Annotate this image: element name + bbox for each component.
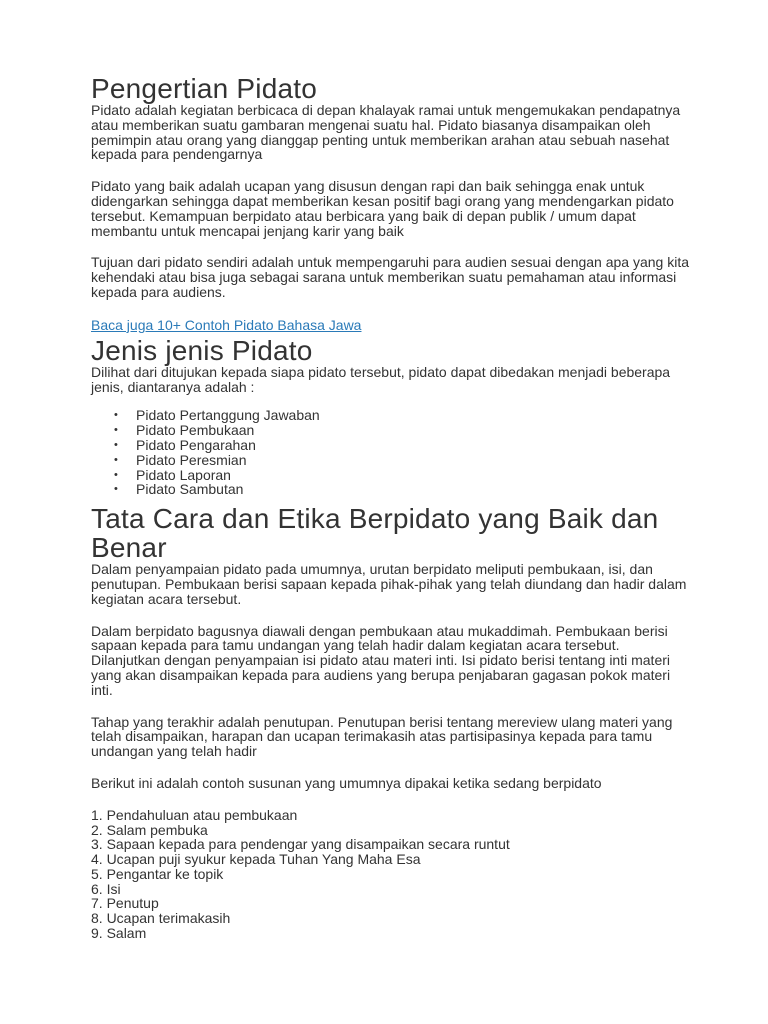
document-content (91, 74, 691, 941)
list-item (91, 423, 691, 438)
list-item-text: Pidato Pengarahan (136, 436, 256, 453)
bullet-icon: • (114, 468, 118, 481)
bullet-icon: • (114, 483, 118, 496)
paragraph: Dalam berpidato bagusnya diawali dengan pembukaan atau mukaddimah. Pembukaan berisi sapaan kepada para tamu undangan yang telah hadir dalam kegiatan acara tersebut. Dilanjutkan dengan penyampaian isi pidato atau materi inti. Isi pidato berisi tentang inti materi yang akan disampaikan kepada para audiens yang berupa penjabaran gagasan pokok materi inti. (91, 622, 671, 698)
paragraph: Pidato yang baik adalah ucapan yang disusun dengan rapi dan baik sehingga enak untuk didengarkan sehingga dapat memberikan kesan positif bagi orang yang mendengarkan pidato tersebut. Kemampuan berpidato atau berbicara yang baik di depan publik / umum dapat membantu untuk mencapai jenjang karir yang baik (91, 178, 674, 239)
paragraph: Berikut ini adalah contoh susunan yang umumnya dipakai ketika sedang berpidato (91, 774, 602, 791)
list-item: 5. Pengantar ke topik (91, 865, 224, 882)
list-item: 6. Isi (91, 880, 121, 897)
speech-structure-list (91, 808, 691, 941)
list-item-text: Pidato Peresmian (136, 451, 247, 468)
heading-tata-cara: Tata Cara dan Etika Berpidato yang Baik dan Benar (91, 503, 659, 564)
bullet-icon: • (114, 409, 118, 422)
list-item: 4. Ucapan puji syukur kepada Tuhan Yang Maha Esa (91, 851, 421, 868)
paragraph: Pidato adalah kegiatan berbicaca di depan khalayak ramai untuk mengemukakan pendapatnya atau memberikan suatu gambaran mengenai suatu hal. Pidato biasanya disampaikan oleh pemimpin atau orang yang dianggap penting untuk memberikan arahan atau sebuah nasehat kepada para pendengarnya (91, 102, 681, 163)
list-item (91, 468, 691, 483)
list-item (91, 438, 691, 453)
pidato-types-list (91, 408, 691, 497)
paragraph: Tujuan dari pidato sendiri adalah untuk mempengaruhi para audien sesuai dengan apa yang kita kehendaki atau bisa juga sebagai sarana untuk memberikan suatu pemahaman atau informasi kepada para audiens. (91, 254, 690, 300)
bullet-icon: • (114, 453, 118, 466)
paragraph: Dalam penyampaian pidato pada umumnya, urutan berpidato meliputi pembukaan, isi, dan penutupan. Pembukaan berisi sapaan kepada pihak-pihak yang telah diundang dan hadir dalam kegiatan acara tersebut. (91, 561, 687, 607)
paragraph: Dilihat dari ditujukan kepada siapa pidato tersebut, pidato dapat dibedakan menjadi beberapa jenis, diantaranya adalah : (91, 363, 671, 395)
list-item-text: Pidato Pembukaan (136, 422, 255, 439)
bullet-icon: • (114, 424, 118, 437)
related-article-link[interactable]: Baca juga 10+ Contoh Pidato Bahasa Jawa (91, 316, 362, 333)
list-item (91, 453, 691, 468)
paragraph: Tahap yang terakhir adalah penutupan. Penutupan berisi tentang mereview ulang materi yang telah disampaikan, harapan dan ucapan terimakasih atas partisipasinya kepada para tamu undangan yang telah hadir (91, 713, 673, 760)
heading-jenis-pidato: Jenis jenis Pidato (91, 334, 313, 366)
list-item: 7. Penutup (91, 895, 159, 912)
bullet-icon: • (114, 438, 118, 451)
list-item (91, 482, 691, 497)
list-item-text: Pidato Laporan (136, 466, 231, 483)
list-item: 3. Sapaan kepada para pendengar yang disampaikan secara runtut (91, 836, 510, 853)
list-item-text: Pidato Pertanggung Jawaban (136, 407, 320, 424)
list-item: 1. Pendahuluan atau pembukaan (91, 806, 298, 823)
list-item-text: Pidato Sambutan (136, 481, 244, 498)
list-item (91, 408, 691, 423)
list-item: 8. Ucapan terimakasih (91, 910, 231, 927)
list-item: 2. Salam pembuka (91, 821, 208, 838)
list-item: 9. Salam (91, 925, 147, 942)
heading-pengertian-pidato: Pengertian Pidato (91, 73, 318, 104)
